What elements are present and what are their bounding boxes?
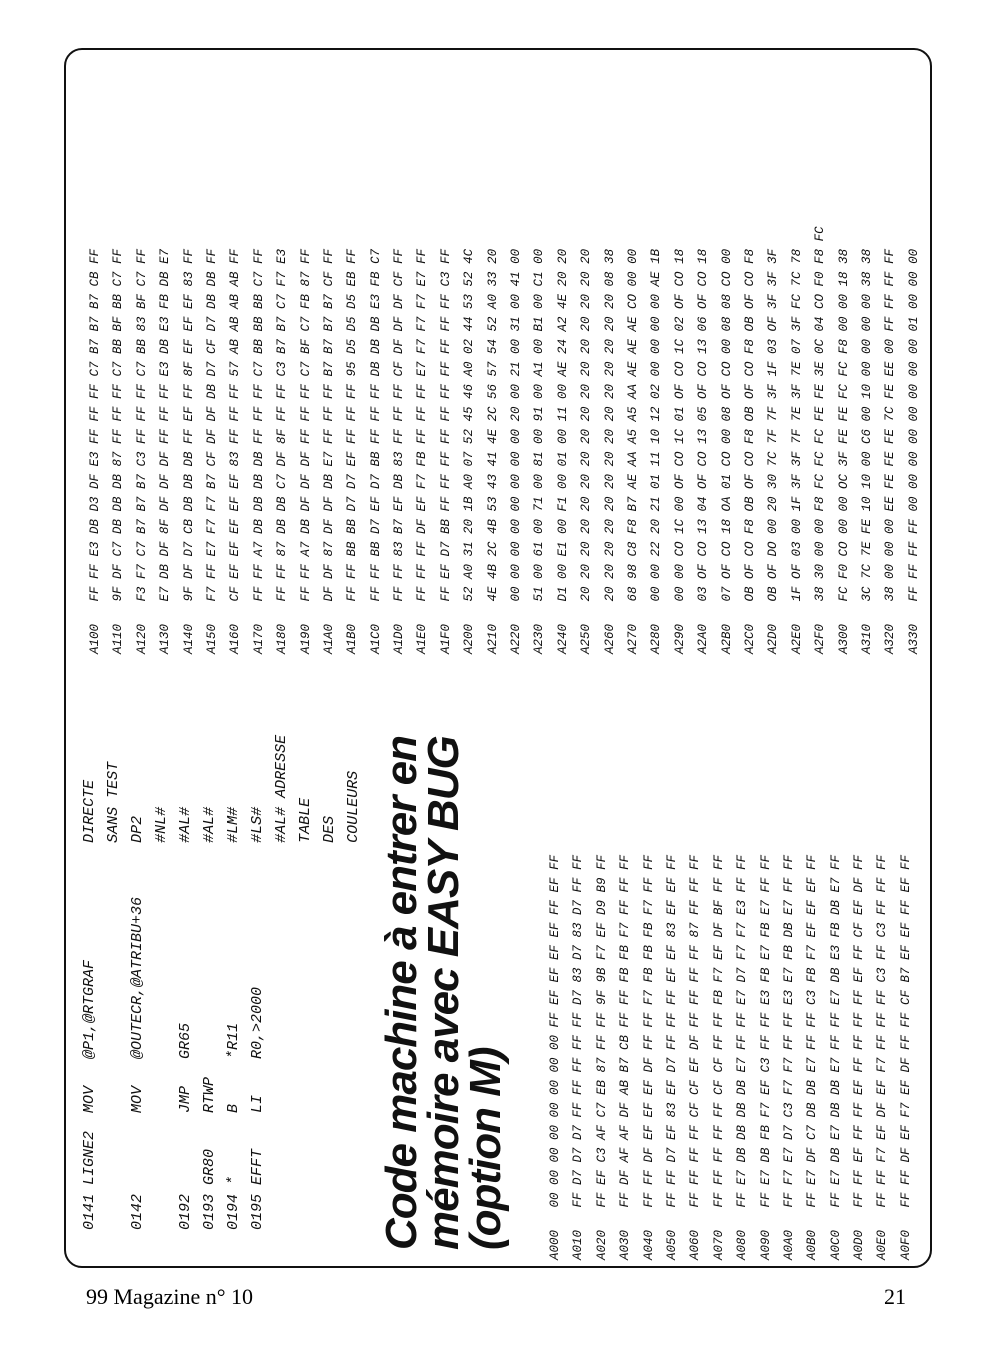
hex-row: A320 38 00 00 00 EE FE FE FE 7C FE EE 00 FF FF FF FF <box>883 248 898 654</box>
asm-line: 0194 * B *R11 #LM# <box>225 806 242 1230</box>
hex-row: A2E0 1F OF 03 00 1F 3F 3F 7F 7E 3F 7E 07 3F FC 7C 78 <box>789 248 804 654</box>
hex-row: A2F0 38 30 00 00 F8 FC FC FC FE FE 3E 0C 04 CO F0 F8 FC <box>813 226 828 654</box>
hex-row: A180 FF FF 87 DB DB C7 DF 8F FF FF C3 B7 B7 C7 F7 E3 <box>275 248 290 654</box>
hex-row: A2B0 07 OF CO 18 OA 01 CO 00 08 OF CO 00 08 08 CO 00 <box>719 248 734 654</box>
hex-row: A1C0 FF FF BB D7 EF D7 BB FF FF FF DB DB DB E3 FB C7 <box>368 248 383 654</box>
hex-row: A040 FF FF DF EF EF EF DF FF FF F7 FB FB FB F7 FF FF <box>641 854 656 1260</box>
hex-row: A130 E7 DB DF 8F DF DF DF FF FF FF E3 DB E3 FB DB E7 <box>158 248 173 654</box>
hex-row: A1B0 FF FF BB BB D7 D7 EF FF FF FF 95 D5 D5 D5 EB FF <box>345 248 360 654</box>
hex-row: A200 52 A0 31 20 1B A0 07 52 45 46 A0 02 44 53 52 4C <box>462 248 477 654</box>
hex-row: A1E0 FF FF FF DF EF F7 FB FF FF FF E7 F7 F7 F7 E7 FF <box>415 248 430 654</box>
asm-line: 0192 JMP GR65 #AL# <box>177 806 194 1230</box>
rotated-content <box>66 50 934 1270</box>
hex-row: A240 D1 00 E1 00 F1 00 01 00 11 00 AE 24 A2 4E 20 20 <box>555 248 570 654</box>
hex-row: A270 68 98 C8 F8 B7 AE AA A5 A5 AA AE AE AE CO 00 00 <box>625 248 640 654</box>
asm-line: 0142 MOV @OUTECR,@ATRIBU+36 DP2 <box>129 815 146 1230</box>
title-line: (option M) <box>461 1047 510 1250</box>
hex-row: A080 FF E7 DB DB DB DB E7 FF FF E7 D7 F7 F7 E3 FF FF <box>735 854 750 1260</box>
hex-row: A190 FF FF A7 DB DF DF DF FF FF FF C7 BF C7 FB 87 FF <box>298 248 313 654</box>
hex-row: A020 FF EF C3 AF C7 EB 87 FF FF 9F 9B F7 EF D9 B9 FF <box>594 854 609 1260</box>
hex-dump-right <box>84 226 926 654</box>
hex-row: A1D0 FF FF 83 B7 EF DB 83 FF FF FF CF DF DF DF CF FF <box>392 248 407 654</box>
hex-row: A2C0 OB OF CO F8 OB OF CO F8 OB OF CO F8 OB OF CO F8 <box>742 248 757 654</box>
hex-row: A230 51 00 61 00 71 00 81 00 91 00 A1 00 B1 00 C1 00 <box>532 248 547 654</box>
title-line: mémoire avec EASY BUG <box>419 736 468 1250</box>
hex-row: A1A0 DF DF 87 DF DF DB E7 FF FF FF B7 B7 B7 B7 CF FF <box>321 248 336 654</box>
hex-row: A290 00 00 CO 1C 00 OF CO 1C 01 OF CO 1C 02 OF CO 18 <box>672 248 687 654</box>
hex-row: A0A0 FF F7 E7 D7 C3 F7 F7 FF FF E3 E7 FB DB E7 FF FF <box>781 854 796 1260</box>
hex-row: A120 F3 F7 C7 B7 B7 B7 C3 FF FF FF C7 BB 83 BF C7 FF <box>134 248 149 654</box>
hex-row: A0E0 FF FF F7 EF DF EF F7 FF FF FF C3 FF C3 FF FF FF <box>875 854 890 1260</box>
asm-line: SANS TEST <box>105 761 122 1230</box>
hex-row: A150 F7 FF E7 F7 F7 B7 CF DF DF DB D7 CF D7 DB DB FF <box>204 248 219 654</box>
hex-row: A070 FF FF FF FF FF CF CF FF FF FB F7 EF DF BF FF FF <box>711 854 726 1260</box>
page-number: 21 <box>884 1284 906 1309</box>
hex-row: A050 FF FF D7 EF 83 EF D7 FF FF FF EF EF 83 EF EF FF <box>664 854 679 1260</box>
asm-line: 0141 LIGNE2 MOV @P1,@RTGRAF DIRECTE <box>81 779 98 1230</box>
hex-row: A140 9F DF D7 CB DB DB DB FF EF FF 8F EF EF EF 83 FF <box>181 248 196 654</box>
hex-row: A0D0 FF FF EF FF FF EF FF FF FF FF EF FF CF EF DF FF <box>852 854 867 1260</box>
hex-row: A0B0 FF E7 DF C7 DB DB E7 FF FF C3 FB F7 EF EF EF FF <box>805 854 820 1260</box>
asm-line: COULEURS <box>345 770 362 1230</box>
hex-row: A2A0 03 OF CO 13 04 OF CO 13 05 OF CO 13 06 OF CO 18 <box>696 248 711 654</box>
hex-row: A300 FC F0 CO 00 00 OC 3F FE FE FC FC F8 00 00 18 38 <box>836 248 851 654</box>
hex-row: A090 FF E7 DB FB F7 EF C3 FF FF E3 FB E7 FB E7 FF FF <box>758 854 773 1260</box>
asm-line: #AL# ADRESSE <box>273 734 290 1230</box>
asm-line: TABLE <box>297 797 314 1230</box>
title-line: Code machine à entrer en <box>377 736 426 1250</box>
hex-row: A310 3C 7C 7E FE 10 10 00 C6 00 10 00 00 00 00 38 38 <box>859 248 874 654</box>
hex-row: A030 FF DF AF AF DF AB B7 CB FF FF FB FB F7 FF FF FF <box>618 854 633 1260</box>
hex-row: A330 FF FF FF FF 00 00 00 00 00 00 00 00 01 00 00 00 <box>906 248 921 654</box>
hex-row: A170 FF FF A7 DB DB DB DB FF FF FF C7 BB BB BB C7 FF <box>251 248 266 654</box>
hex-row: A060 FF FF FF FF CF CF EF DF FF FF FF FF 87 FF FF FF <box>688 854 703 1260</box>
hex-row: A010 FF D7 D7 D7 FF FF FF FF FF D7 83 D7 83 D7 FF FF <box>571 854 586 1260</box>
hex-row: A110 9F DF C7 DB DB DB 87 FF FF FF C7 BB BF BB C7 FF <box>111 248 126 654</box>
hex-row: A2D0 OB OF DO 00 20 30 7C 7F 7F 3F 1F 03 OF 3F 3F 3F <box>766 248 781 654</box>
magazine-issue: 99 Magazine n° 10 <box>86 1284 254 1309</box>
hex-row: A0F0 FF FF DF EF F7 EF DF FF FF CF B7 EF EF FF EF FF <box>898 854 913 1260</box>
hex-row: A280 00 00 22 20 21 01 11 10 12 02 00 00 00 00 AE 1B <box>649 248 664 654</box>
hex-row: A1F0 FF EF D7 BB FF FF FF FF FF FF FF FF FF FF C3 FF <box>438 248 453 654</box>
hex-row: A000 00 00 00 00 00 00 00 00 FF EF EF EF EF FF EF FF <box>548 854 562 1260</box>
hex-row: A100 FF FF E3 DB D3 DF E3 FF FF FF C7 B7 B7 B7 CB FF <box>88 248 102 654</box>
hex-row: A260 20 20 20 20 20 20 20 20 20 20 20 20 20 20 08 38 <box>602 248 617 654</box>
hex-row: A0C0 FF E7 DB E7 DB DB E7 FF FF E7 DB E3 FB DB E7 FF <box>828 854 843 1260</box>
asm-line: DES <box>321 815 338 1230</box>
hex-row: A160 CF EF EF EF EF EF 83 FF FF FF 57 AB AB AB AB FF <box>228 248 243 654</box>
hex-row: A210 4E 4B 2C 4B 53 43 41 4E 2C 56 57 54 52 A0 33 20 <box>485 248 500 654</box>
asm-line: #NL# <box>153 806 170 1230</box>
section-title <box>377 736 510 1250</box>
hex-dump-left <box>544 855 918 1260</box>
hex-row: A220 00 00 00 00 00 00 00 00 20 00 21 00 31 00 41 00 <box>509 248 524 654</box>
page-frame <box>64 48 932 1268</box>
assembly-listing <box>78 735 366 1230</box>
hex-row: A250 20 20 20 20 20 20 20 20 20 20 20 20 20 20 20 20 <box>579 248 594 654</box>
asm-line: 0193 GR80 RTWP #AL# <box>201 806 218 1230</box>
asm-line: 0195 EFFT LI R0,>2000 #LS# <box>249 806 266 1230</box>
